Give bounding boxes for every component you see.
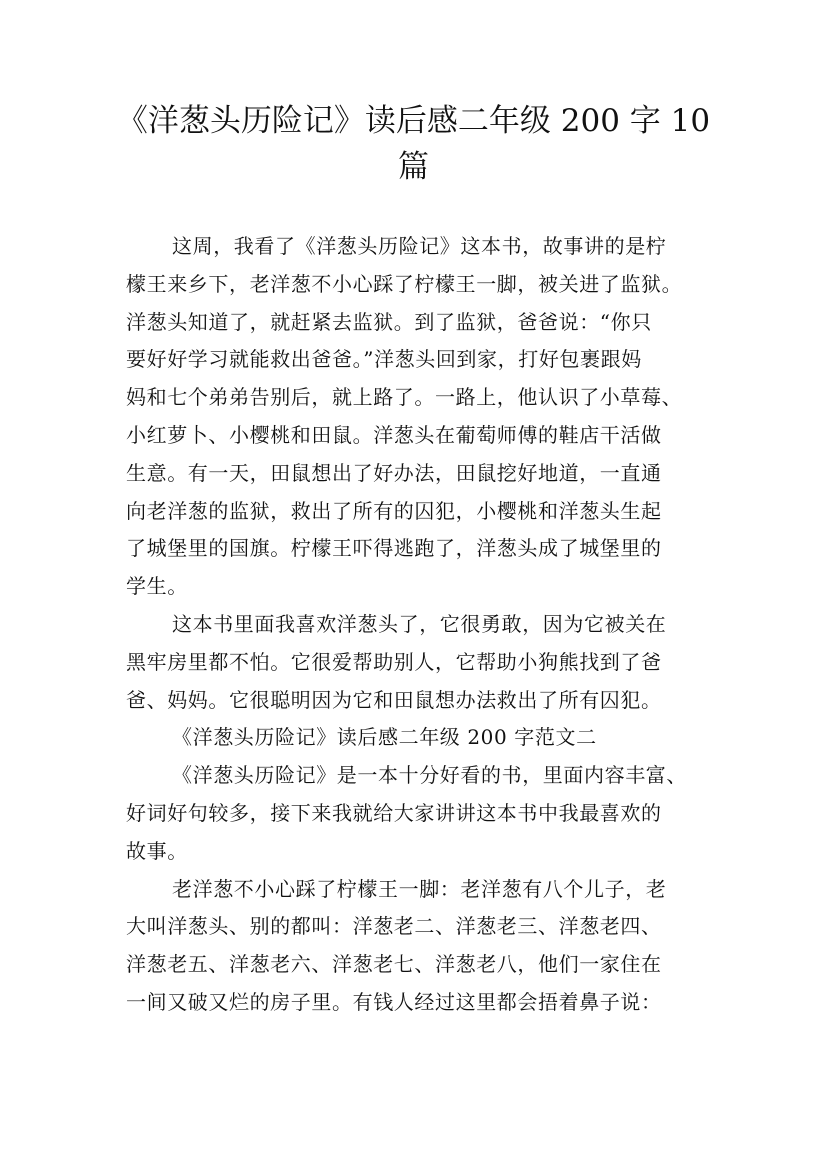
text-line: 向老洋葱的监狱，救出了所有的囚犯，小樱桃和洋葱头生起 xyxy=(126,498,662,523)
text-line: 这周，我看了《洋葱头历险记》这本书，故事讲的是柠 xyxy=(172,234,667,258)
text-line: 一间又破又烂的房子里。有钱人经过这里都会捂着鼻子说： xyxy=(126,989,662,1014)
title-line-1: 《洋葱头历险记》读后感二年级 200 字 10 xyxy=(116,103,711,139)
text-line: 学生。 xyxy=(126,574,188,599)
title-line-2: 篇 xyxy=(398,149,429,185)
text-line: 故事。 xyxy=(126,838,188,863)
text-line: 好词好句较多，接下来我就给大家讲讲这本书中我最喜欢的 xyxy=(126,800,662,825)
text-line: 妈和七个弟弟告别后，就上路了。一路上，他认识了小草莓、 xyxy=(126,385,683,410)
text-line: 黑牢房里都不怕。它很爱帮助别人，它帮助小狗熊找到了爸 xyxy=(126,649,662,674)
text-line: 老洋葱不小心踩了柠檬王一脚：老洋葱有八个儿子，老 xyxy=(172,876,667,901)
text-line: 这本书里面我喜欢洋葱头了，它很勇敢，因为它被关在 xyxy=(172,611,667,636)
text-line: 小红萝卜、小樱桃和田鼠。洋葱头在葡萄师傅的鞋店干活做 xyxy=(126,422,662,447)
text-line: 洋葱头知道了，就赶紧去监狱。到了监狱，爸爸说：“你只 xyxy=(126,309,652,334)
text-line: 了城堡里的国旗。柠檬王吓得逃跑了，洋葱头成了城堡里的 xyxy=(126,536,662,561)
text-line: 檬王来乡下，老洋葱不小心踩了柠檬王一脚，被关进了监狱。 xyxy=(126,271,683,296)
document-body xyxy=(126,228,716,1022)
document-title xyxy=(110,98,717,190)
text-line: 大叫洋葱头、别的都叫：洋葱老二、洋葱老三、洋葱老四、 xyxy=(126,914,662,939)
text-line: 生意。有一天，田鼠想出了好办法，田鼠挖好地道，一直通 xyxy=(126,460,662,485)
section-heading: 《洋葱头历险记》读后感二年级 200 字范文二 xyxy=(172,725,597,750)
text-line: 《洋葱头历险记》是一本十分好看的书，里面内容丰富、 xyxy=(172,763,687,788)
text-line: 洋葱老五、洋葱老六、洋葱老七、洋葱老八，他们一家住在 xyxy=(126,952,662,977)
text-line: 要好好学习就能救出爸爸。”洋葱头回到家，打好包裹跟妈 xyxy=(126,347,642,372)
text-line: 爸、妈妈。它很聪明因为它和田鼠想办法救出了所有囚犯。 xyxy=(126,687,662,712)
